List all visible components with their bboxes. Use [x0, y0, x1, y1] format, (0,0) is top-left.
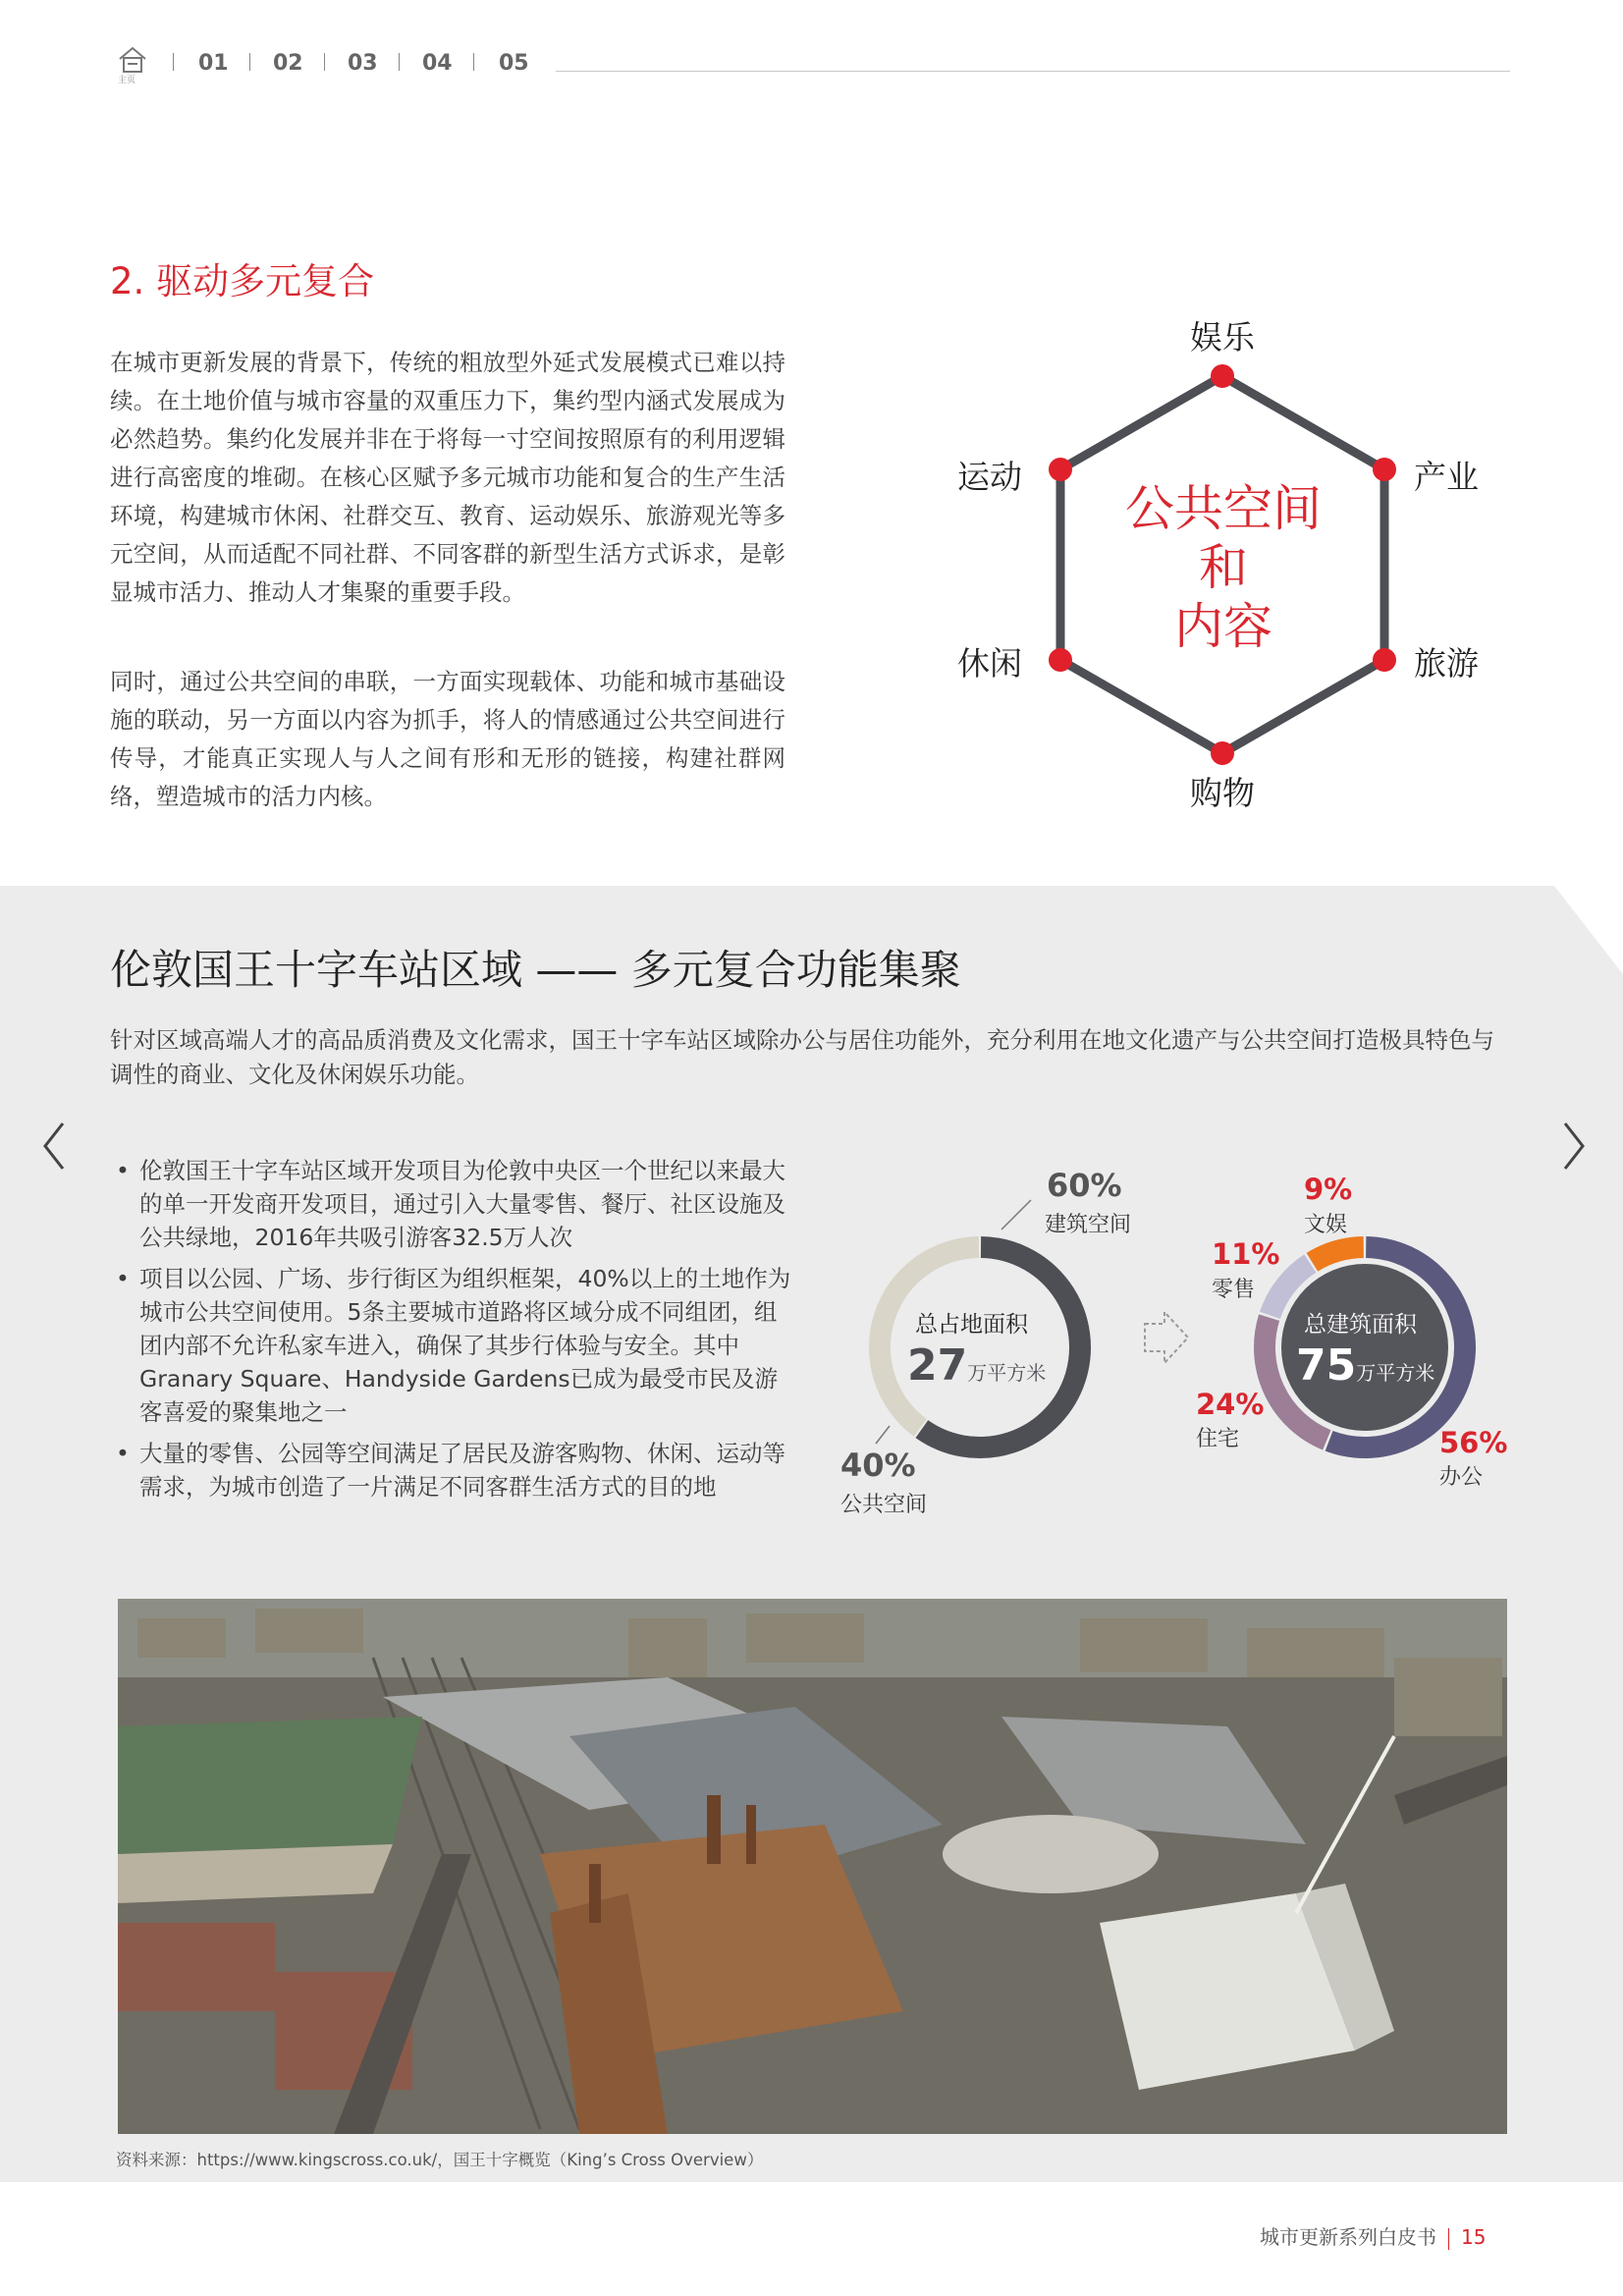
bullet-dot: •: [116, 1265, 130, 1292]
slice-label-entertainment: 文娱: [1304, 1213, 1348, 1237]
node-lower-left: [1049, 648, 1072, 672]
bullet-dot: •: [116, 1157, 130, 1184]
leader-line-40: [876, 1426, 890, 1444]
bullet-text: 大量的零售、公园等空间满足了居民及游客购物、休闲、运动等需求，为城市创造了一片满足不同客群生活方式的目的地: [139, 1440, 785, 1501]
panel-corner-cut: [1554, 886, 1623, 974]
nav-divider: [249, 53, 250, 71]
hex-center-line-1: 公共空间: [1125, 480, 1322, 537]
slice-value-building: 60%: [1047, 1167, 1122, 1204]
donut2-center-number: 75: [1296, 1340, 1357, 1391]
nav-item-02[interactable]: 02: [273, 51, 303, 76]
node-top: [1211, 364, 1234, 388]
hex-label-top: 娱乐: [1190, 318, 1255, 356]
donut1-center-number: 27: [907, 1340, 968, 1391]
slice-label-office: 办公: [1439, 1465, 1484, 1490]
donut2-center-value: [1296, 1340, 1434, 1391]
nav-rule: [556, 71, 1510, 72]
slice-label-building: 建筑空间: [1045, 1213, 1132, 1237]
node-bottom: [1211, 741, 1234, 765]
home-label: 主页: [118, 76, 136, 85]
slice-value-retail: 11%: [1212, 1237, 1280, 1271]
nav-item-01[interactable]: 01: [198, 51, 229, 76]
aerial-photo-illustration: [118, 1599, 1507, 2134]
list-item: [110, 1437, 797, 1503]
node-upper-right: [1373, 458, 1396, 481]
hex-label-bottom: 购物: [1190, 774, 1255, 812]
section-title: 2. 驱动多元复合: [110, 260, 375, 302]
donut2-center-label: 总建筑面积: [1304, 1312, 1417, 1338]
bullet-text: 伦敦国王十字车站区域开发项目为伦敦中央区一个世纪以来最大的单一开发商开发项目，通过引入大量零售、餐厅、社区设施及公共绿地，2016年共吸引游客32.5万人次: [139, 1157, 785, 1251]
nav-divider: [473, 53, 474, 71]
hex-center-line-2: 和: [1199, 539, 1248, 596]
home-icon[interactable]: [116, 45, 149, 84]
node-upper-left: [1049, 458, 1072, 481]
bullet-dot: •: [116, 1440, 130, 1467]
hex-label-lower-left: 休闲: [957, 644, 1022, 683]
nav-divider: [324, 53, 325, 71]
slice-label-public: 公共空间: [840, 1493, 928, 1517]
hex-center-text: [1096, 479, 1351, 656]
slice-label-retail: 零售: [1212, 1278, 1256, 1302]
donut1-center-unit: 万平方米: [967, 1361, 1047, 1385]
dashed-arrow-icon: [1145, 1312, 1188, 1363]
slice-value-entertainment: 9%: [1304, 1173, 1353, 1206]
hex-label-upper-left: 运动: [957, 458, 1022, 496]
leader-line-60: [1011, 1200, 1031, 1220]
section-paragraph-1: 在城市更新发展的背景下，传统的粗放型外延式发展模式已难以持续。在土地价值与城市容量的双重压力下，集约型内涵式发展成为必然趋势。集约化发展并非在于将每一寸空间按照原有的利用逻辑进行高密度的堆砌。在核心区赋予多元城市功能和复合的生产生活环境，构建城市休闲、社群交互、教育、运动娱乐、旅游观光等多元空间，从而适配不同社群、不同客群的新型生活方式诉求，是彰显城市活力、推动人才集聚的重要手段。: [110, 349, 785, 606]
bullet-text: 项目以公园、广场、步行街区为组织框架，40%以上的土地作为城市公共空间使用。5条主要城市道路将区域分成不同组团，组团内部不允许私家车进入，确保了其步行体验与安全。其中Granary Square、Handyside Gardens已成为最受市民及游客喜爱的聚集地之一: [139, 1265, 791, 1426]
chevron-left-icon[interactable]: [39, 1120, 69, 1173]
slice-value-office: 56%: [1439, 1426, 1508, 1459]
source-citation: 资料来源：https://www.kingscross.co.uk/，国王十字概览（King’s Cross Overview）: [116, 2151, 764, 2169]
top-navigation: [116, 45, 1510, 84]
slice-value-residential: 24%: [1196, 1388, 1265, 1421]
section-paragraph-2: 同时，通过公共空间的串联，一方面实现载体、功能和城市基础设施的联动，另一方面以内容为抓手，将人的情感通过公共空间进行传导，才能真正实现人与人之间有形和无形的链接，构建社群网络，塑造城市的活力内核。: [110, 668, 785, 810]
donut-slice-3: [1312, 1247, 1363, 1262]
page-footer: [1260, 2221, 1486, 2250]
page-number: 15: [1461, 2225, 1487, 2249]
leader-line-60-tail: [1001, 1220, 1011, 1230]
nav-item-03[interactable]: 03: [348, 51, 378, 76]
hex-center-line-3: 内容: [1174, 598, 1272, 655]
case-intro: 针对区域高端人才的高品质消费及文化需求，国王十字车站区域除办公与居住功能外，充分利用在地文化遗产与公共空间打造极具特色与调性的商业、文化及休闲娱乐功能。: [110, 1026, 1494, 1088]
chevron-right-icon[interactable]: [1559, 1120, 1589, 1173]
case-title: 伦敦国王十字车站区域 —— 多元复合功能集聚: [110, 946, 961, 994]
nav-item-04[interactable]: 04: [422, 51, 453, 76]
aerial-photo: [118, 1599, 1507, 2134]
hex-label-lower-right: 旅游: [1414, 644, 1479, 683]
case-bullet-list: [110, 1154, 797, 1511]
footer-divider: [1448, 2228, 1449, 2250]
donut1-center-label: 总占地面积: [915, 1312, 1028, 1338]
list-item: [110, 1154, 797, 1254]
nav-divider: [173, 53, 174, 71]
donut2-center-unit: 万平方米: [1356, 1361, 1435, 1385]
slice-value-public: 40%: [840, 1447, 916, 1484]
hex-label-upper-right: 产业: [1414, 458, 1479, 496]
slice-label-residential: 住宅: [1196, 1427, 1240, 1451]
nav-item-05[interactable]: 05: [499, 51, 529, 76]
list-item: [110, 1262, 797, 1429]
nav-divider: [399, 53, 400, 71]
node-lower-right: [1373, 648, 1396, 672]
donut1-center-value: [907, 1340, 1046, 1391]
footer-title: 城市更新系列白皮书: [1260, 2225, 1436, 2249]
